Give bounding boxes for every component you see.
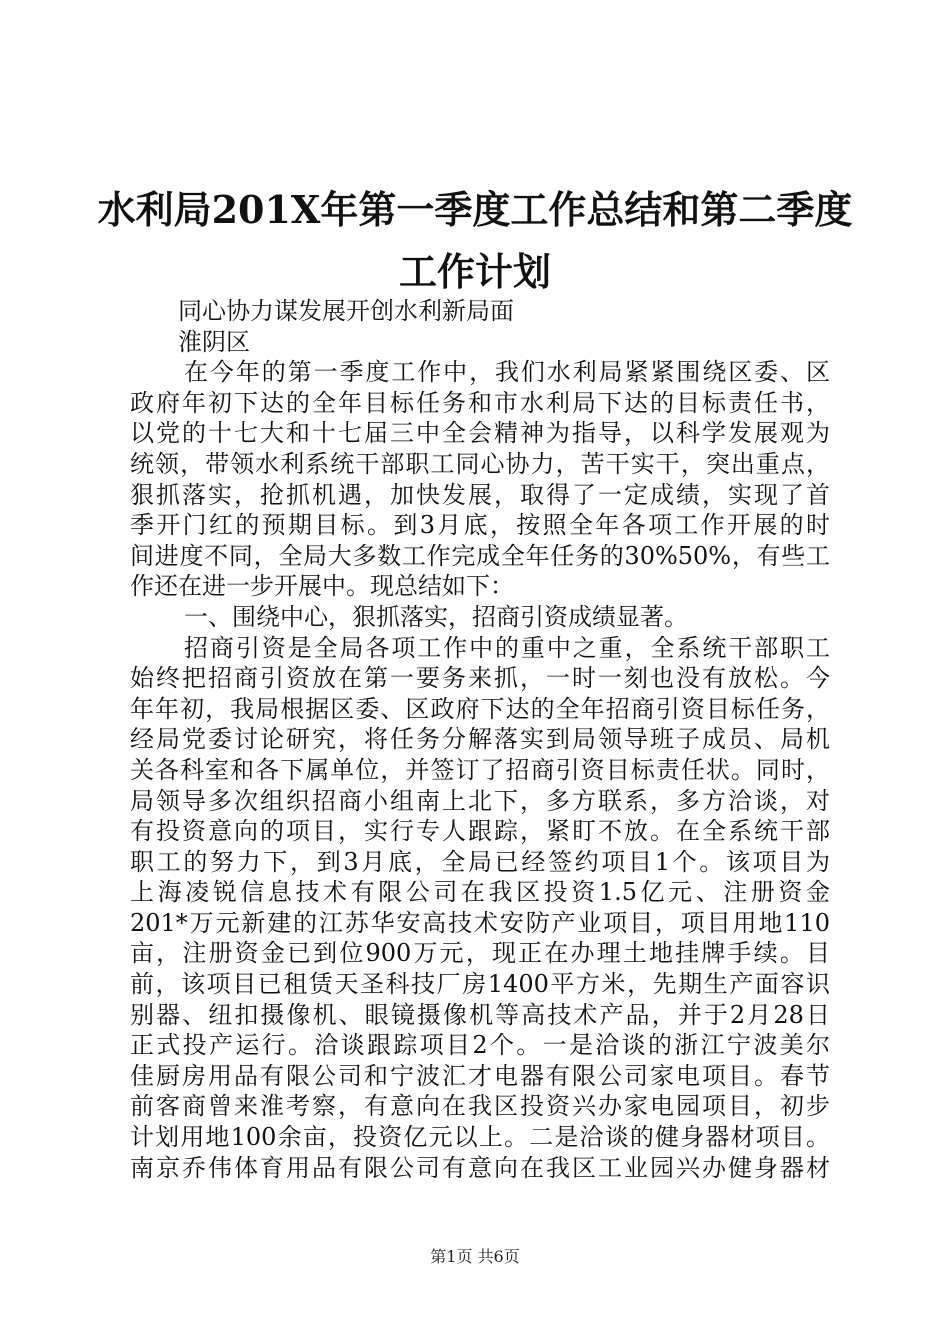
body-line: 正式投产运行。洽谈跟踪项目2个。一是洽谈的浙江宁波美尔 (130, 1031, 830, 1060)
document-title-line2: 工作计划 (398, 249, 551, 294)
body-line: 在今年的第一季度工作中，我们水利局紧紧围绕区委、区 (184, 358, 830, 387)
body-line: 始终把招商引资放在第一要务来抓，一时一刻也没有放松。今 (130, 664, 830, 693)
body-line: 年年初，我局根据区委、区政府下达的全年招商引资目标任务， (130, 694, 830, 723)
body-line: 狠抓落实，抢抓机遇，加快发展，取得了一定成绩，实现了首 (130, 480, 830, 509)
body-line: 有投资意向的项目，实行专人跟踪，紧盯不放。在全系统干部 (130, 817, 830, 846)
body-line: 关各科室和各下属单位，并签订了招商引资目标责任状。同时， (130, 755, 830, 784)
body-line: 前，该项目已租赁天圣科技厂房1400平方米，先期生产面容识 (130, 970, 830, 999)
body-line: 佳厨房用品有限公司和宁波汇才电器有限公司家电项目。春节 (130, 1061, 830, 1090)
body-line: 间进度不同，全局大多数工作完成全年任务的30%50%，有些工 (130, 541, 830, 570)
body-line: 南京乔伟体育用品有限公司有意向在我区工业园兴办健身器材 (130, 1153, 830, 1182)
body-line: 上海凌锐信息技术有限公司在我区投资1.5亿元、注册资金 (130, 878, 830, 907)
body-line: 以党的十七大和十七届三中全会精神为指导，以科学发展观为 (130, 419, 830, 448)
section-heading: 一、围绕中心，狠抓落实，招商引资成绩显著。 (184, 602, 688, 631)
body-line: 经局党委讨论研究，将任务分解落实到局领导班子成员、局机 (130, 725, 830, 754)
body-line: 作还在进一步开展中。现总结如下： (130, 572, 514, 601)
body-line: 计划用地100余亩，投资亿元以上。二是洽谈的健身器材项目。 (130, 1123, 830, 1152)
body-line: 招商引资是全局各项工作中的重中之重，全系统干部职工 (184, 633, 830, 662)
body-line: 前客商曾来淮考察，有意向在我区投资兴办家电园项目，初步 (130, 1092, 830, 1121)
body-line: 政府年初下达的全年目标任务和市水利局下达的目标责任书， (130, 388, 830, 417)
body-line: 亩，注册资金已到位900万元，现正在办理土地挂牌手续。目 (130, 939, 830, 968)
document-title-line1: 水利局201X年第一季度工作总结和第二季度 (97, 187, 853, 232)
subtitle-district: 淮阴区 (178, 327, 250, 356)
body-line: 局领导多次组织招商小组南上北下，多方联系，多方洽谈，对 (130, 786, 830, 815)
document-body (130, 296, 830, 1183)
page-footer: 第1页 共6页 (430, 1247, 520, 1266)
body-line: 别器、纽扣摄像机、眼镜摄像机等高技术产品，并于2月28日 (130, 1000, 830, 1029)
body-line: 季开门红的预期目标。到3月底，按照全年各项工作开展的时 (130, 511, 830, 540)
body-line: 职工的努力下，到3月底，全局已经签约项目1个。该项目为 (130, 847, 830, 876)
subtitle-slogan: 同心协力谋发展开创水利新局面 (178, 297, 514, 325)
body-line: 统领，带领水利系统干部职工同心协力，苦干实干，突出重点， (130, 449, 830, 478)
body-line: 201*万元新建的江苏华安高技术安防产业项目，项目用地110 (130, 908, 830, 937)
